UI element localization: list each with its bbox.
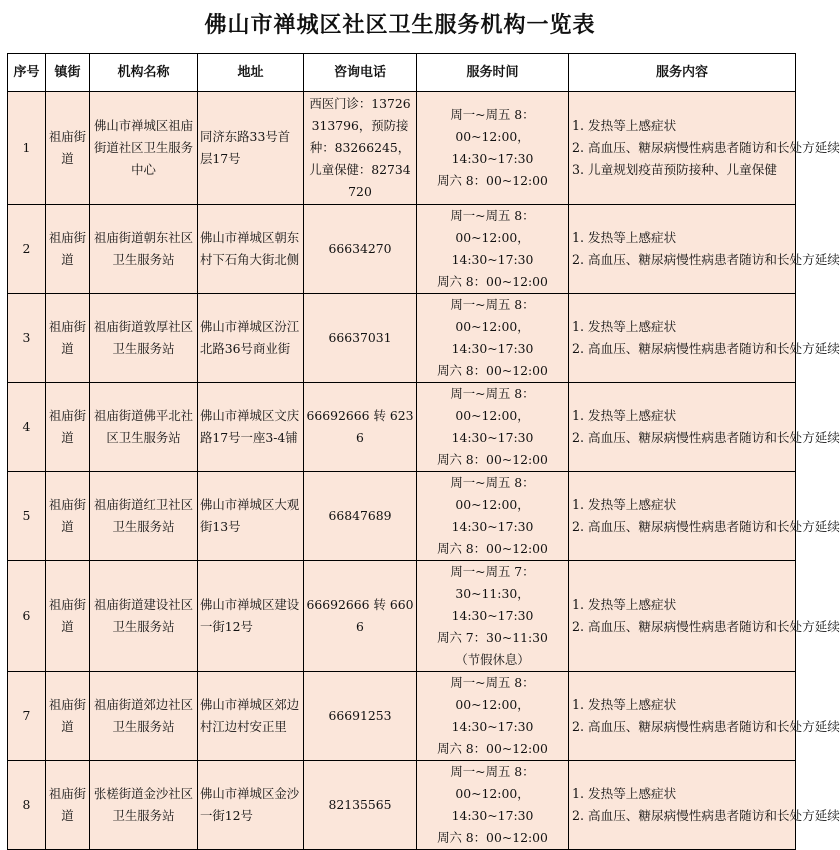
cell-street: 祖庙街道 xyxy=(46,472,90,561)
cell-hours xyxy=(417,761,569,850)
cell-name: 祖庙街道朝东社区卫生服务站 xyxy=(90,205,198,294)
cell-services-line: 1. 发热等上感症状 xyxy=(572,118,677,133)
cell-services xyxy=(569,472,840,561)
cell-no: 6 xyxy=(8,561,46,672)
cell-services-line: 3. 儿童规划疫苗预防接种、儿童保健 xyxy=(572,162,777,177)
cell-hours xyxy=(417,561,569,672)
cell-hours xyxy=(417,92,569,205)
cell-street: 祖庙街道 xyxy=(46,205,90,294)
cell-no: 7 xyxy=(8,672,46,761)
cell-hours-line: 周一~周五 8： xyxy=(450,675,535,690)
cell-address: 同济东路33号首层17号 xyxy=(198,92,304,205)
cell-address: 佛山市禅城区金沙一街12号 xyxy=(198,761,304,850)
cell-hours-line: 周六 8：00~12:00 xyxy=(437,541,548,556)
cell-street: 祖庙街道 xyxy=(46,672,90,761)
cell-services-line: 1. 发热等上感症状 xyxy=(572,697,677,712)
cell-phone: 66847689 xyxy=(304,472,417,561)
header-hours: 服务时间 xyxy=(417,54,569,92)
cell-hours-line: 00~12:00，14:30~17:30 xyxy=(451,129,534,166)
header-address: 地址 xyxy=(198,54,304,92)
cell-name: 祖庙街道佛平北社区卫生服务站 xyxy=(90,383,198,472)
cell-name: 佛山市禅城区祖庙街道社区卫生服务中心 xyxy=(90,92,198,205)
cell-hours-line: 周一~周五 8： xyxy=(450,107,535,122)
cell-phone: 66637031 xyxy=(304,294,417,383)
cell-address: 佛山市禅城区文庆路17号一座3-4铺 xyxy=(198,383,304,472)
cell-services xyxy=(569,205,840,294)
cell-no: 2 xyxy=(8,205,46,294)
cell-services-line: 2. 高血压、糖尿病慢性病患者随访和长处方延续 xyxy=(572,341,840,356)
page-title: 佛山市禅城区社区卫生服务机构一览表 xyxy=(204,13,596,38)
cell-no: 4 xyxy=(8,383,46,472)
table-row xyxy=(8,472,796,561)
cell-services xyxy=(569,383,840,472)
cell-hours-line: 00~12:00，14:30~17:30 xyxy=(451,408,534,445)
cell-hours-line: 00~12:00，14:30~17:30 xyxy=(451,319,534,356)
cell-services-line: 1. 发热等上感症状 xyxy=(572,597,677,612)
cell-services xyxy=(569,92,840,205)
cell-services-line: 2. 高血压、糖尿病慢性病患者随访和长处方延续 xyxy=(572,719,840,734)
cell-services-line: 2. 高血压、糖尿病慢性病患者随访和长处方延续 xyxy=(572,252,840,267)
table-row xyxy=(8,672,796,761)
cell-address: 佛山市禅城区郊边村江边村安正里 xyxy=(198,672,304,761)
cell-name: 祖庙街道红卫社区卫生服务站 xyxy=(90,472,198,561)
cell-services-line: 1. 发热等上感症状 xyxy=(572,408,677,423)
cell-no: 3 xyxy=(8,294,46,383)
header-no: 序号 xyxy=(8,54,46,92)
cell-street: 祖庙街道 xyxy=(46,383,90,472)
cell-no: 1 xyxy=(8,92,46,205)
cell-hours-line: 00~12:00，14:30~17:30 xyxy=(451,697,534,734)
cell-hours-line: 周六 8：00~12:00 xyxy=(437,741,548,756)
cell-street: 祖庙街道 xyxy=(46,294,90,383)
cell-hours-line: 周一~周五 8： xyxy=(450,208,535,223)
cell-services-line: 2. 高血压、糖尿病慢性病患者随访和长处方延续 xyxy=(572,808,840,823)
cell-phone: 66692666 转 6606 xyxy=(304,561,417,672)
cell-hours-line: 00~12:00，14:30~17:30 xyxy=(451,497,534,534)
cell-services xyxy=(569,294,840,383)
table-row xyxy=(8,92,796,205)
cell-name: 祖庙街道建设社区卫生服务站 xyxy=(90,561,198,672)
cell-hours-line: （节假休息） xyxy=(455,652,530,667)
cell-no: 8 xyxy=(8,761,46,850)
cell-services-line: 1. 发热等上感症状 xyxy=(572,319,677,334)
cell-hours-line: 周一~周五 8： xyxy=(450,764,535,779)
cell-street: 祖庙街道 xyxy=(46,92,90,205)
header-street: 镇街 xyxy=(46,54,90,92)
cell-hours-line: 周一~周五 7： xyxy=(450,564,535,579)
cell-name: 祖庙街道敦厚社区卫生服务站 xyxy=(90,294,198,383)
cell-services-line: 2. 高血压、糖尿病慢性病患者随访和长处方延续 xyxy=(572,430,840,445)
cell-street: 祖庙街道 xyxy=(46,761,90,850)
cell-hours xyxy=(417,205,569,294)
cell-phone: 66692666 转 6236 xyxy=(304,383,417,472)
cell-hours-line: 周六 8：00~12:00 xyxy=(437,452,548,467)
cell-hours-line: 周六 7：30~11:30 xyxy=(437,630,548,645)
cell-hours-line: 周一~周五 8： xyxy=(450,386,535,401)
cell-hours xyxy=(417,672,569,761)
header-name: 机构名称 xyxy=(90,54,198,92)
table-row xyxy=(8,561,796,672)
cell-hours xyxy=(417,472,569,561)
cell-hours-line: 周六 8：00~12:00 xyxy=(437,363,548,378)
cell-hours-line: 周一~周五 8： xyxy=(450,475,535,490)
cell-hours xyxy=(417,294,569,383)
table-header-row xyxy=(8,54,796,92)
cell-services-line: 1. 发热等上感症状 xyxy=(572,230,677,245)
cell-services-line: 1. 发热等上感症状 xyxy=(572,497,677,512)
table-row xyxy=(8,383,796,472)
cell-services-line: 2. 高血压、糖尿病慢性病患者随访和长处方延续 xyxy=(572,619,840,634)
table-row xyxy=(8,761,796,850)
cell-services-line: 1. 发热等上感症状 xyxy=(572,786,677,801)
cell-hours-line: 00~12:00，14:30~17:30 xyxy=(451,786,534,823)
cell-hours-line: 周六 8：00~12:00 xyxy=(437,173,548,188)
cell-name: 张槎街道金沙社区卫生服务站 xyxy=(90,761,198,850)
cell-address: 佛山市禅城区建设一街12号 xyxy=(198,561,304,672)
table-row xyxy=(8,294,796,383)
cell-hours-line: 周六 8：00~12:00 xyxy=(437,274,548,289)
cell-address: 佛山市禅城区大观街13号 xyxy=(198,472,304,561)
table-body xyxy=(8,92,840,850)
cell-services xyxy=(569,561,840,672)
cell-phone: 82135565 xyxy=(304,761,417,850)
cell-phone: 66691253 xyxy=(304,672,417,761)
cell-hours xyxy=(417,383,569,472)
header-phone: 咨询电话 xyxy=(304,54,417,92)
cell-hours-line: 周一~周五 8： xyxy=(450,297,535,312)
cell-name: 祖庙街道郊边社区卫生服务站 xyxy=(90,672,198,761)
cell-no: 5 xyxy=(8,472,46,561)
cell-address: 佛山市禅城区朝东村下石角大街北侧 xyxy=(198,205,304,294)
cell-address: 佛山市禅城区汾江北路36号商业街 xyxy=(198,294,304,383)
cell-street: 祖庙街道 xyxy=(46,561,90,672)
cell-phone: 66634270 xyxy=(304,205,417,294)
cell-services xyxy=(569,672,840,761)
header-services: 服务内容 xyxy=(569,54,796,92)
institution-table xyxy=(7,53,840,850)
cell-services xyxy=(569,761,840,850)
cell-services-line: 2. 高血压、糖尿病慢性病患者随访和长处方延续 xyxy=(572,519,840,534)
table-row xyxy=(8,205,796,294)
cell-services-line: 2. 高血压、糖尿病慢性病患者随访和长处方延续 xyxy=(572,140,840,155)
cell-hours-line: 00~12:00，14:30~17:30 xyxy=(451,230,534,267)
cell-hours-line: 周六 8：00~12:00 xyxy=(437,830,548,845)
cell-hours-line: 30~11:30，14:30~17:30 xyxy=(451,586,534,623)
cell-phone: 西医门诊：13726313796，预防接种：83266245，儿童保健：82734720 xyxy=(304,92,417,205)
